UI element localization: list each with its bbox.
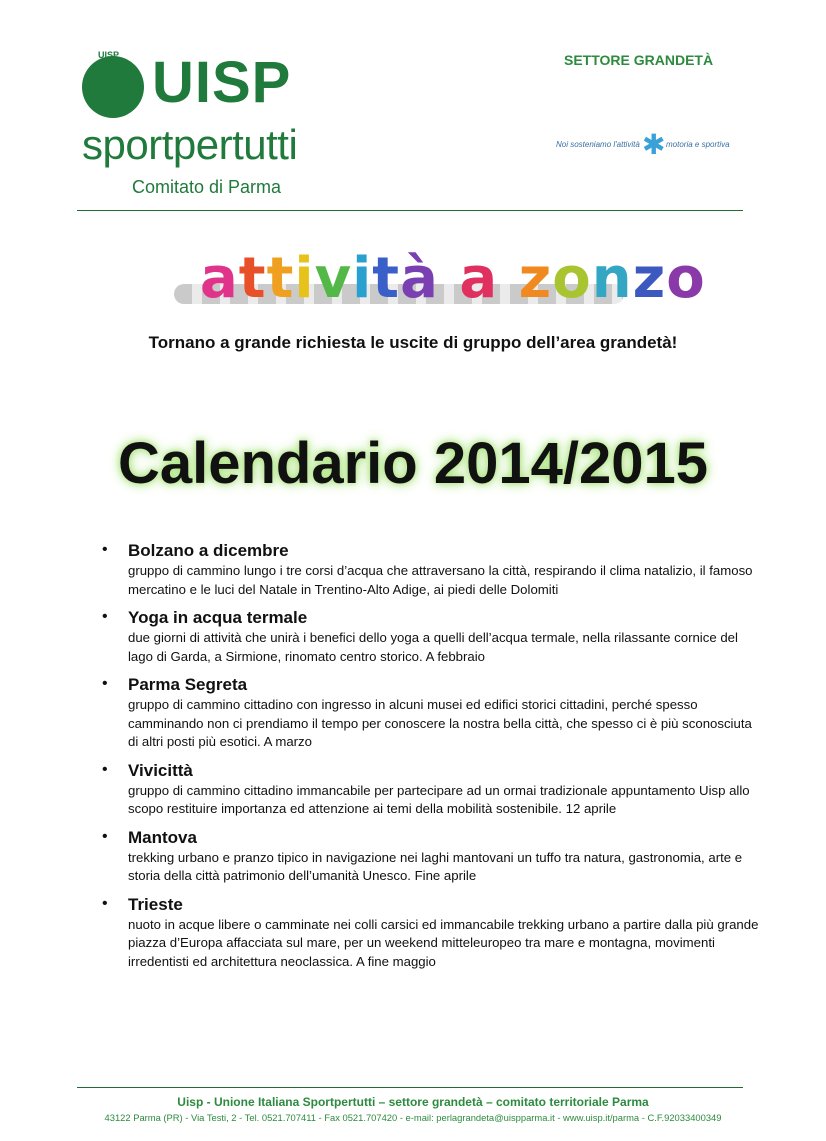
title-art-letter: a (459, 246, 499, 311)
logo-text: UISP (152, 50, 292, 115)
event-title: Bolzano a dicembre (128, 541, 289, 560)
header-divider (77, 210, 743, 211)
footer-organization: Uisp - Unione Italiana Sportpertutti – settore grandetà – comitato territoriale Parma (177, 1095, 649, 1109)
logo-subtitle: sportpertutti (82, 121, 298, 168)
title-art-letter: z (518, 246, 553, 311)
event-description: gruppo di cammino lungo i tre corsi d’acqua che attraversano la città, respirando il clima natalizio, il famoso mercatino e le luci del Natale in Trentino-Alto Adige, ai piedi delle Dolomiti (128, 563, 753, 597)
event-description: due giorni di attività che unirà i benefici dello yoga a quelli dell’acqua termale, nella rilassante cornice del lago di Garda, a Sirmione, rinomato centro storico. A febbraio (128, 630, 738, 664)
support-logo (556, 130, 736, 170)
title-art-letter: a (200, 246, 239, 311)
sector-label: SETTORE GRANDETÀ (564, 52, 714, 68)
bullet-icon: • (102, 675, 108, 692)
bullet-icon: • (102, 894, 108, 912)
logo-committee: Comitato di Parma (132, 177, 282, 197)
title-art-letter: t (238, 246, 267, 311)
title-art-letter: i (352, 246, 373, 311)
list-item (100, 894, 760, 972)
runner-ball-icon (82, 56, 144, 118)
bullet-icon: • (102, 541, 108, 558)
event-title: Vivicittà (128, 760, 193, 780)
title-art-letter: n (591, 246, 633, 311)
event-title: Trieste (128, 894, 183, 914)
support-text-right: motoria e sportiva (666, 140, 730, 149)
event-title: Mantova (128, 827, 197, 847)
person-figure-icon: ✱ (642, 129, 666, 160)
list-item (100, 760, 760, 819)
title-art-letter: o (666, 246, 706, 311)
title-art-word (200, 246, 706, 311)
list-item (100, 607, 760, 666)
title-art (170, 246, 706, 318)
list-item (100, 674, 760, 752)
title-art-letter: o (552, 246, 592, 311)
logo-ball-text: UISP (98, 50, 120, 60)
bullet-icon: • (102, 760, 108, 778)
title-art-letter: i (294, 246, 315, 311)
subtitle: Tornano a grande richiesta le uscite di gruppo dell’area grandetà! (148, 333, 678, 352)
event-title: Parma Segreta (128, 675, 248, 694)
uisp-logo (80, 50, 340, 200)
title-art-letter: t (266, 246, 295, 311)
events-list (100, 540, 760, 979)
event-description: gruppo di cammino cittadino con ingresso in alcuni musei ed edifici storici cittadini, perché spesso camminando non ci prendiamo il tempo per conoscere la nostra bella città, che spesso ci è più sconosciuta di altri posti più esotici. A marzo (128, 697, 752, 749)
event-description: gruppo di cammino cittadino immancabile per partecipare ad un ormai tradizionale appuntamento Uisp allo scopo restituire importanza ed attenzione ai temi della mobilità sostenibile. 12 aprile (128, 782, 750, 816)
title-art-letter: à (400, 246, 439, 311)
title-art-letter: v (314, 246, 353, 311)
bullet-icon: • (102, 827, 108, 845)
bullet-icon: • (102, 608, 108, 625)
list-item (100, 827, 760, 886)
event-title: Yoga in acqua termale (128, 608, 308, 627)
title-art-letter (498, 246, 519, 311)
event-description: trekking urbano e pranzo tipico in navigazione nei laghi mantovani un tuffo tra natura, gastronomia, arte e storia della città patrimonio dell’umanità Unesco. Fine aprile (128, 849, 743, 883)
support-text-left: Noi sosteniamo l'attività (556, 140, 640, 149)
title-art-letter (439, 246, 460, 311)
list-item (100, 540, 760, 599)
event-description: nuoto in acque libere o camminate nei colli carsici ed immancabile trekking urbano a partire dalla più grande piazza d’Europa affacciata sul mare, per un weekend mitteleuropeo tra mare e montagna, movimenti irredentisti ed architettura neoclassica. A fine maggio (128, 916, 759, 969)
calendar-title: Calendario 2014/2015 (117, 431, 709, 496)
title-art-letter: z (632, 246, 667, 311)
footer-divider (77, 1087, 743, 1088)
footer-contacts: 43122 Parma (PR) - Via Testi, 2 - Tel. 0521.707411 - Fax 0521.707420 - e-mail: perlagrandeta@uispparma.it - www.uisp.it/parma - C.F.92033400349 (104, 1112, 722, 1123)
title-art-letter: t (372, 246, 401, 311)
